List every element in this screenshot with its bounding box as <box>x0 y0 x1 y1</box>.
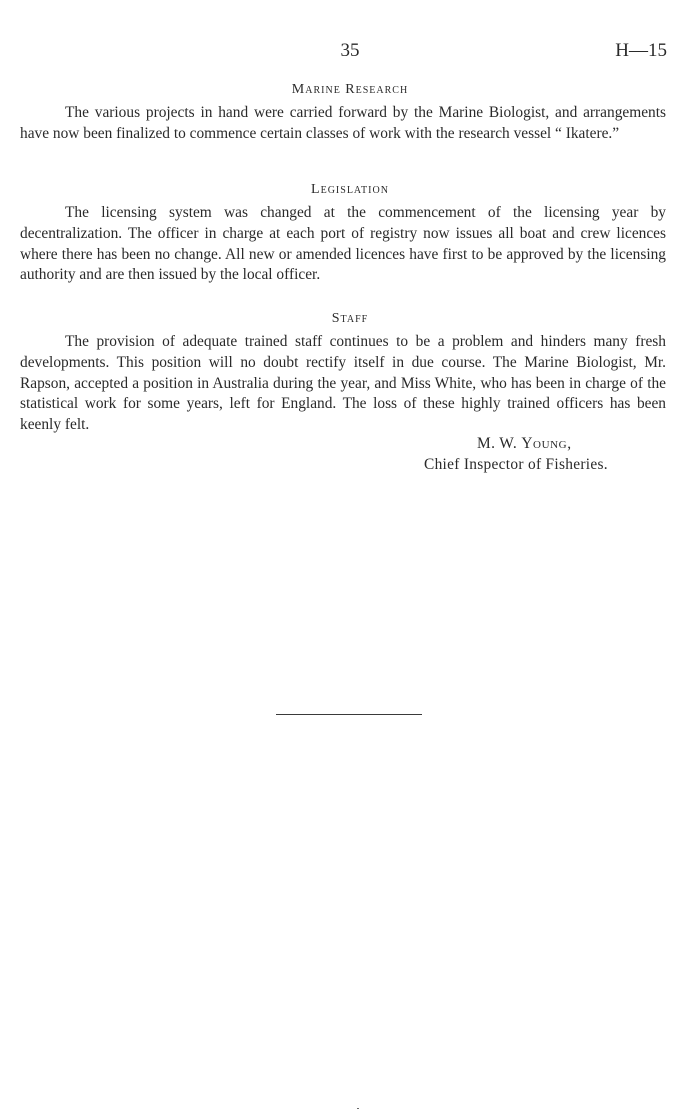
section-heading-legislation: Legislation <box>311 182 389 197</box>
page-number: 35 <box>340 40 360 61</box>
section-heading-marine-research: Marine Research <box>291 82 409 97</box>
paragraph-staff: The provision of adequate trained staff continues to be a problem and hinders many fresh developments. This position will no doubt rectify itself in due course. The Marine Biologist, Mr. Rapson, accepted a position in Australia during the year, and Miss White, who has been in charge of the statistical work for some years, left for England. The loss of these highly trained officers has been keenly felt. <box>20 333 666 434</box>
signature-initials: M. W. <box>477 435 518 452</box>
signature-surname: Young, <box>521 435 572 452</box>
end-of-section-rule <box>276 714 422 715</box>
paragraph-legislation: The licensing system was changed at the commencement of the licensing year by decentralization. The officer in charge at each port of registry now issues all boat and crew licences where there has been no change. All new or amended licences have first to be approved by the licensing authority and are then issued by the local officer. <box>20 204 666 284</box>
signature-name <box>477 434 572 454</box>
section-heading-staff: Staff <box>331 311 369 326</box>
paragraph-marine-research: The various projects in hand were carried forward by the Marine Biologist, and arrangements have now been finalized to commence certain classes of work with the research vessel “ Ikatere.” <box>20 104 666 142</box>
document-reference: H—15 <box>615 40 667 61</box>
signature-title: Chief Inspector of Fisheries. <box>424 456 608 473</box>
print-speck <box>357 1108 359 1109</box>
